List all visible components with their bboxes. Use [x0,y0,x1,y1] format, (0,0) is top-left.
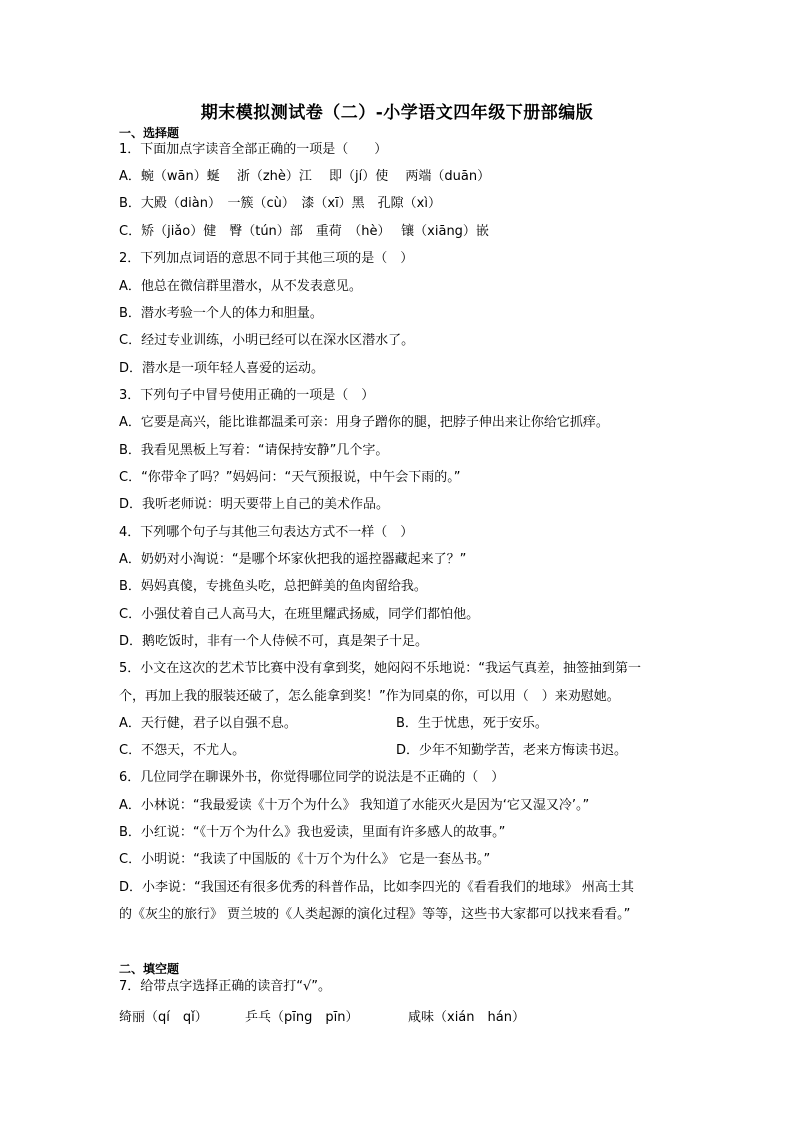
question-3-stem: 3．下列句子中冒号使用正确的一项是（ ） [119,388,375,403]
question-7-item: 绮丽（qí qǐ） [119,1010,208,1025]
question-6-option-b: B．小红说：“《十万个为什么》我也爱读，里面有许多感人的故事。” [119,825,506,840]
question-4-option-a: A．奶奶对小淘说：“是哪个坏家伙把我的遥控器藏起来了？” [119,552,467,567]
question-5-option-d: D．少年不知勤学苦，老来方悔读书迟。 [396,743,628,758]
question-2-option-a: A．他总在微信群里潜水，从不发表意见。 [119,279,362,294]
question-6-option-d-line2: 的《灰尘的旅行》 贾兰坡的《人类起源的演化过程》等等，这些书大家都可以找来看看。” [119,907,631,922]
page-title: 期末模拟测试卷（二）-小学语文四年级下册部编版 [200,103,594,123]
question-2-stem: 2．下列加点词语的意思不同于其他三项的是（ ） [119,251,414,266]
question-2-option-b: B．潜水考验一个人的体力和胆量。 [119,306,323,321]
question-5-stem-line1: 5．小文在这次的艺术节比赛中没有拿到奖，她闷闷不乐地说：“我运气真差，抽签抽到第一 [119,661,642,676]
question-5-stem-line2: 个，再加上我的服装还破了，怎么能拿到奖！”作为同桌的你，可以用（ ）来劝慰她。 [119,689,620,704]
question-6-stem: 6．几位同学在聊课外书，你觉得哪位同学的说法是不正确的（ ） [119,770,505,785]
question-3-option-c: C．“你带伞了吗？”妈妈问：“天气预报说，中午会下雨的。” [119,470,461,485]
question-2-option-d: D．潜水是一项年轻人喜爱的运动。 [119,361,325,376]
question-4-option-b: B．妈妈真傻，专挑鱼头吃，总把鲜美的鱼肉留给我。 [119,579,427,594]
question-5-option-c: C．不怨天，不尤人。 [119,743,246,758]
question-3-option-b: B．我看见黑板上写着：“请保持安静”几个字。 [119,443,389,458]
question-5-option-b: B．生于忧患，死于安乐。 [396,716,548,731]
question-7-stem: 7．给带点字选择正确的读音打“√”。 [119,979,332,994]
section-heading-fill: 二、填空题 [119,962,180,976]
question-1-option-a: A．蜿（wān）蜒 浙（zhè）江 即（jí）使 两端（duān） [119,169,491,184]
question-6-option-a: A．小林说：“我最爱读《十万个为什么》 我知道了水能灭火是因为‘它又湿又冷’。” [119,798,590,813]
question-1-option-b: B．大殿（diàn） 一簇（cù） 漆（xī）黑 孔隙（xì） [119,196,441,211]
question-4-option-d: D．鹅吃饭时，非有一个人侍候不可，真是架子十足。 [119,634,429,649]
section-heading-choice: 一、选择题 [119,126,180,140]
question-2-option-c: C．经过专业训练，小明已经可以在深水区潜水了。 [119,333,415,348]
question-6-option-d-line1: D．小李说：“我国还有很多优秀的科普作品，比如李四光的《看看我们的地球》 州高士其 [119,880,634,895]
question-7-item: 乒乓（pīng pīn） [245,1010,359,1025]
question-7-item: 咸味（xián hán） [408,1010,525,1025]
question-5-option-a: A．天行健，君子以自强不息。 [119,716,297,731]
question-4-stem: 4．下列哪个句子与其他三句表达方式不一样（ ） [119,525,414,540]
question-3-option-d: D．我听老师说：明天要带上自己的美术作品。 [119,497,390,512]
question-1-stem: 1．下面加点字读音全部正确的一项是（ ） [119,142,388,157]
question-3-option-a: A．它要是高兴，能比谁都温柔可亲：用身子蹭你的腿，把脖子伸出来让你给它抓痒。 [119,415,609,430]
question-1-option-c: C．矫（jiǎo）健 臀（tún）部 重荷 （hè） 镶（xiāng）嵌 [119,224,489,239]
question-4-option-c: C．小强仗着自己人高马大，在班里耀武扬威，同学们都怕他。 [119,607,480,622]
question-6-option-c: C．小明说：“我读了中国版的《十万个为什么》 它是一套丛书。” [119,852,491,867]
